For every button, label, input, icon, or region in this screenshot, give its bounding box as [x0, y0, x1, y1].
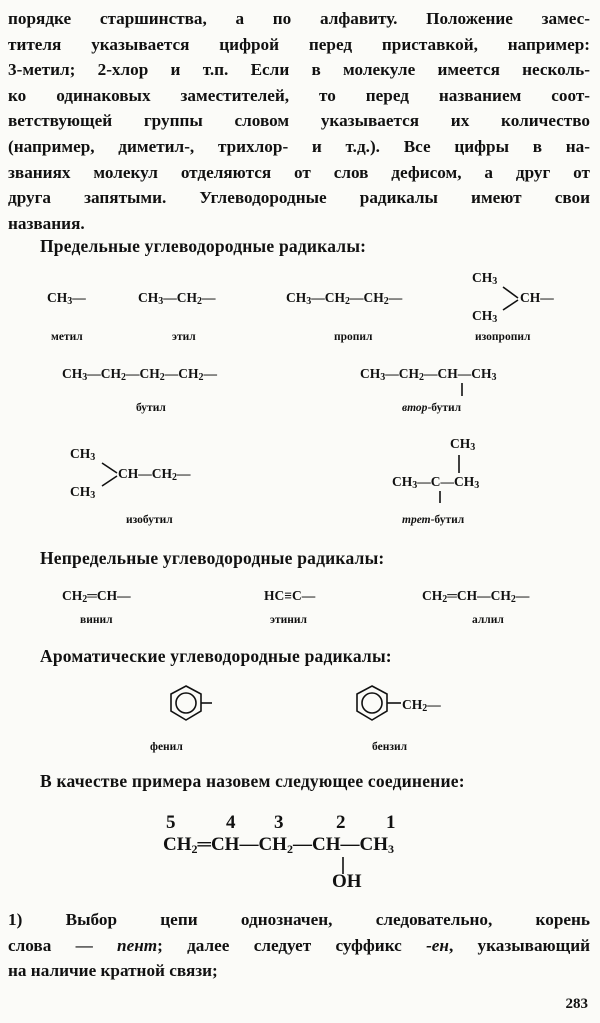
- isobutyl-chain: $CH—CH_2—$: [118, 466, 191, 483]
- intro-paragraph: [8, 6, 590, 236]
- carbon-number-5: 5: [166, 812, 176, 833]
- intro-line: друга запятыми. Углеводородные радикалы имеют свои: [8, 188, 590, 208]
- conclusion-paragraph: [8, 907, 590, 984]
- intro-line: 3-метил; 2-хлор и т.п. Если в молекуле имеется несколь-: [8, 60, 590, 80]
- isopropyl-ch3-bottom: $CH_3$: [472, 308, 498, 325]
- example-heading: В качестве примера назовем следующее соединение:: [40, 771, 465, 791]
- isopropyl-ch3-top: $CH_3$: [472, 270, 498, 287]
- carbon-number-2: 2: [336, 812, 346, 833]
- carbon-number-4: 4: [226, 812, 236, 833]
- ethynyl-label: этинил: [270, 614, 307, 626]
- sec-butyl-formula: $CH_3—CH_2—CH—CH_3$: [360, 366, 497, 383]
- isobutyl-bond-top: [102, 463, 117, 473]
- tert-butyl-chain: $CH_3—C—CH_3$: [392, 474, 480, 491]
- benzyl-label: бензил: [372, 741, 408, 753]
- intro-line: ко одинаковых заместителей, то перед названием соот-: [8, 85, 590, 105]
- intro-line: тителя указывается цифрой перед приставкой, например:: [8, 34, 590, 54]
- carbon-number-3: 3: [274, 812, 284, 833]
- isobutyl-label: изобутил: [126, 514, 173, 526]
- conclusion-line-1: 1) Выбор цепи однозначен, следовательно, корень: [8, 910, 590, 929]
- aromatic-radicals-heading: Ароматические углеводородные радикалы:: [40, 646, 392, 666]
- phenyl-ring-circle: [176, 693, 196, 713]
- benzyl-ring-circle: [362, 693, 382, 713]
- benzyl-ring: [357, 686, 387, 720]
- phenyl-label: фенил: [150, 741, 183, 753]
- propyl-formula: $CH_3—CH_2—CH_2—$: [286, 290, 403, 307]
- conclusion-line-2: слова — пент; далее следует суффикс -ен, указывающий: [8, 935, 590, 955]
- intro-line: порядке старшинства, а по алфавиту. Положение замес-: [8, 9, 590, 28]
- allyl-label: аллил: [472, 614, 504, 626]
- isopropyl-ch: CH—: [520, 290, 554, 305]
- example-oh: OH: [332, 871, 362, 892]
- methyl-label: метил: [51, 331, 83, 343]
- isopropyl-label: изопропил: [475, 331, 531, 343]
- methyl-formula: $CH_3—$: [47, 290, 86, 307]
- vinyl-label: винил: [80, 614, 113, 626]
- tert-butyl-label: трет-бутил: [402, 514, 465, 526]
- intro-line: ветствующей группы словом указывается их количество: [8, 111, 590, 131]
- tert-butyl-ch3-top: $CH_3$: [450, 436, 476, 453]
- isopropyl-bond-bottom: [503, 300, 518, 310]
- ethyl-label: этил: [172, 331, 196, 343]
- intro-line: званиях молекул отделяются от слов дефисом, а друг от: [8, 162, 590, 182]
- saturated-radicals-heading: Предельные углеводородные радикалы:: [40, 236, 367, 256]
- isobutyl-ch3-top: $CH_3$: [70, 446, 96, 463]
- ethyl-formula: $CH_3—CH_2—$: [138, 290, 216, 307]
- intro-line: (например, диметил-, трихлор- и т.д.). Все цифры в на-: [8, 136, 590, 156]
- butyl-label: бутил: [136, 402, 166, 414]
- propyl-label: пропил: [334, 331, 373, 343]
- isobutyl-ch3-bottom: $CH_3$: [70, 484, 96, 501]
- conclusion-line-3: на наличие кратной связи;: [8, 961, 218, 981]
- page-number: 283: [565, 996, 588, 1012]
- isobutyl-bond-bottom: [102, 476, 117, 486]
- carbon-number-1: 1: [386, 812, 396, 833]
- butyl-formula: $CH_3—CH_2—CH_2—CH_2—$: [62, 366, 217, 383]
- example-formula: $CH_2═CH—CH_2—CH—CH_3$: [163, 834, 394, 856]
- ethynyl-formula: HC≡C—: [264, 588, 316, 603]
- allyl-formula: $CH_2═CH—CH_2—$: [422, 588, 530, 605]
- intro-line: названия.: [8, 213, 85, 233]
- phenyl-ring: [171, 686, 201, 720]
- unsaturated-radicals-heading: Непредельные углеводородные радикалы:: [40, 548, 385, 568]
- isopropyl-bond-top: [503, 287, 518, 298]
- sec-butyl-label: втор-бутил: [402, 402, 462, 414]
- benzyl-ch2: $CH_2—$: [402, 697, 441, 714]
- vinyl-formula: $CH_2═CH—$: [62, 588, 131, 605]
